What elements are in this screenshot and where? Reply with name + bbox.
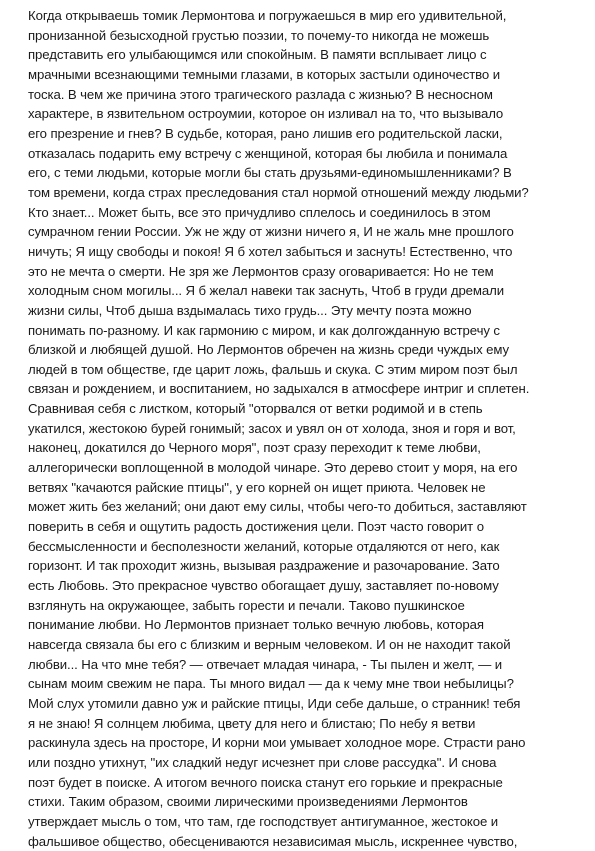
text-line: поверить в себя и ощутить радость достижения цели. Поэт часто говорит о — [28, 519, 484, 535]
text-line: бессмысленности и бесполезности желаний, которые отдаляются от него, как — [28, 538, 500, 554]
text-line: может жить без желаний; они дают ему силы, чтобы чего-то добиться, заставляют — [28, 499, 527, 515]
text-line: любви... На что мне тебя? — отвечает младая чинара, - Ты пылен и желт, — и — [28, 656, 502, 672]
text-line: близкой и любящей душой. Но Лермонтов обречен на жизнь среди чуждых ему — [28, 342, 509, 358]
text-line: аллегорически воплощенной в молодой чинаре. Это дерево стоит у моря, на его — [28, 460, 518, 476]
text-line: мрачными всезнающими темными глазами, в которых застыли одиночество и — [28, 66, 500, 82]
text-line: укатился, жестокою бурей гонимый; засох и увял он от холода, зноя и горя и вот, — [28, 420, 516, 436]
text-line: это не мечта о смерти. Не зря же Лермонтов сразу оговаривается: Но не тем — [28, 263, 494, 279]
text-line: жизни силы, Чтоб дыша вздымалась тихо грудь... Эту мечту поэта можно — [28, 302, 472, 318]
text-line: Мой слух утомили давно уж и райские птицы, Иди себе дальше, о странник! тебя — [28, 695, 521, 711]
text-line: его, с теми людьми, которые могли бы стать друзьями-единомышленниками? В — [28, 165, 512, 181]
text-line: понимание любви. Но Лермонтов признает только вечную любовь, которая — [28, 617, 484, 633]
text-line: раскинула здесь на просторе, И корни мои умывает холодное море. Страсти рано — [28, 735, 526, 751]
text-line: характере, в язвительном остроумии, которое он изливал на то, что вызывало — [28, 106, 504, 122]
text-line: пронизанной безысходной грустью поэзии, то почему-то никогда не можешь — [28, 27, 490, 43]
text-line: взглянуть на окружающее, забыть горести и печали. Таково пушкинское — [28, 597, 465, 613]
text-line: понимать по-разному. И как гармонию с миром, и как долгожданную встречу с — [28, 322, 500, 338]
text-line: холодным сном могилы... Я б желал навеки так заснуть, Чтоб в груди дремали — [28, 283, 504, 299]
text-line: горизонт. И так проходит жизнь, вызывая раздражение и разочарование. Зато — [28, 558, 500, 574]
text-line: утверждает мысль о том, что там, где господствует антигуманное, жестокое и — [28, 813, 499, 829]
text-line: наконец, докатился до Черного моря", поэт сразу переходит к теме любви, — [28, 440, 481, 456]
text-line: стихи. Таким образом, своими лирическими произведениями Лермонтов — [28, 794, 468, 810]
text-line: Когда открываешь томик Лермонтова и погружаешься в мир его удивительной, — [28, 8, 507, 23]
text-line: ветвях "качаются райские птицы", у его корней он ищет приюта. Человек не — [28, 479, 486, 495]
text-line: отказалась подарить ему встречу с женщиной, которая бы любила и понимала — [28, 145, 508, 161]
text-line: поэт будет в поиске. А итогом вечного поиска станут его горькие и прекрасные — [28, 774, 503, 790]
document-page — [28, 6, 574, 849]
text-line: тоска. В чем же причина этого трагического разлада с жизнью? В несносном — [28, 86, 493, 102]
text-line: связан и рождением, и воспитанием, но задыхался в атмосфере интриг и сплетен. — [28, 381, 530, 397]
text-line: том времени, когда страх преследования стал нормой отношений между людьми? — [28, 184, 529, 200]
text-line: его презрение и гнев? В судьбе, которая, рано лишив его родительской ласки, — [28, 125, 503, 141]
text-line: Сравнивая себя с листком, который "оторвался от ветки родимой и в степь — [28, 401, 483, 417]
text-line: Кто знает... Может быть, все это причудливо сплелось и соединилось в этом — [28, 204, 491, 220]
text-line: навсегда связала бы его с близким и верным человеком. И он не находит такой — [28, 637, 511, 652]
text-line: или поздно утихнут, "их сладкий недуг исчезнет при слове рассудка". И снова — [28, 754, 497, 770]
text-line: людей в том обществе, где царит ложь, фальшь и скука. С этим миром поэт был — [28, 361, 518, 377]
text-line: сумрачном гении России. Уж не жду от жизни ничего я, И не жаль мне прошлого — [28, 224, 514, 240]
text-line: есть Любовь. Это прекрасное чувство обогащает душу, заставляет по-новому — [28, 578, 499, 594]
text-line: фальшивое общество, обесцениваются независимая мысль, искреннее чувство, — [28, 833, 518, 849]
text-line: представить его улыбающимся или спокойным. В памяти всплывает лицо с — [28, 47, 487, 63]
text-line: ничуть; Я ищу свободы и покоя! Я б хотел забыться и заснуть! Естественно, что — [28, 243, 513, 259]
text-line: я не знаю! Я солнцем любима, цвету для него и блистаю; По небу я ветви — [28, 715, 476, 731]
text-line: сынам моим свежим не пара. Ты много видал — да к чему мне твои небылицы? — [28, 676, 514, 692]
essay-text — [28, 6, 574, 851]
